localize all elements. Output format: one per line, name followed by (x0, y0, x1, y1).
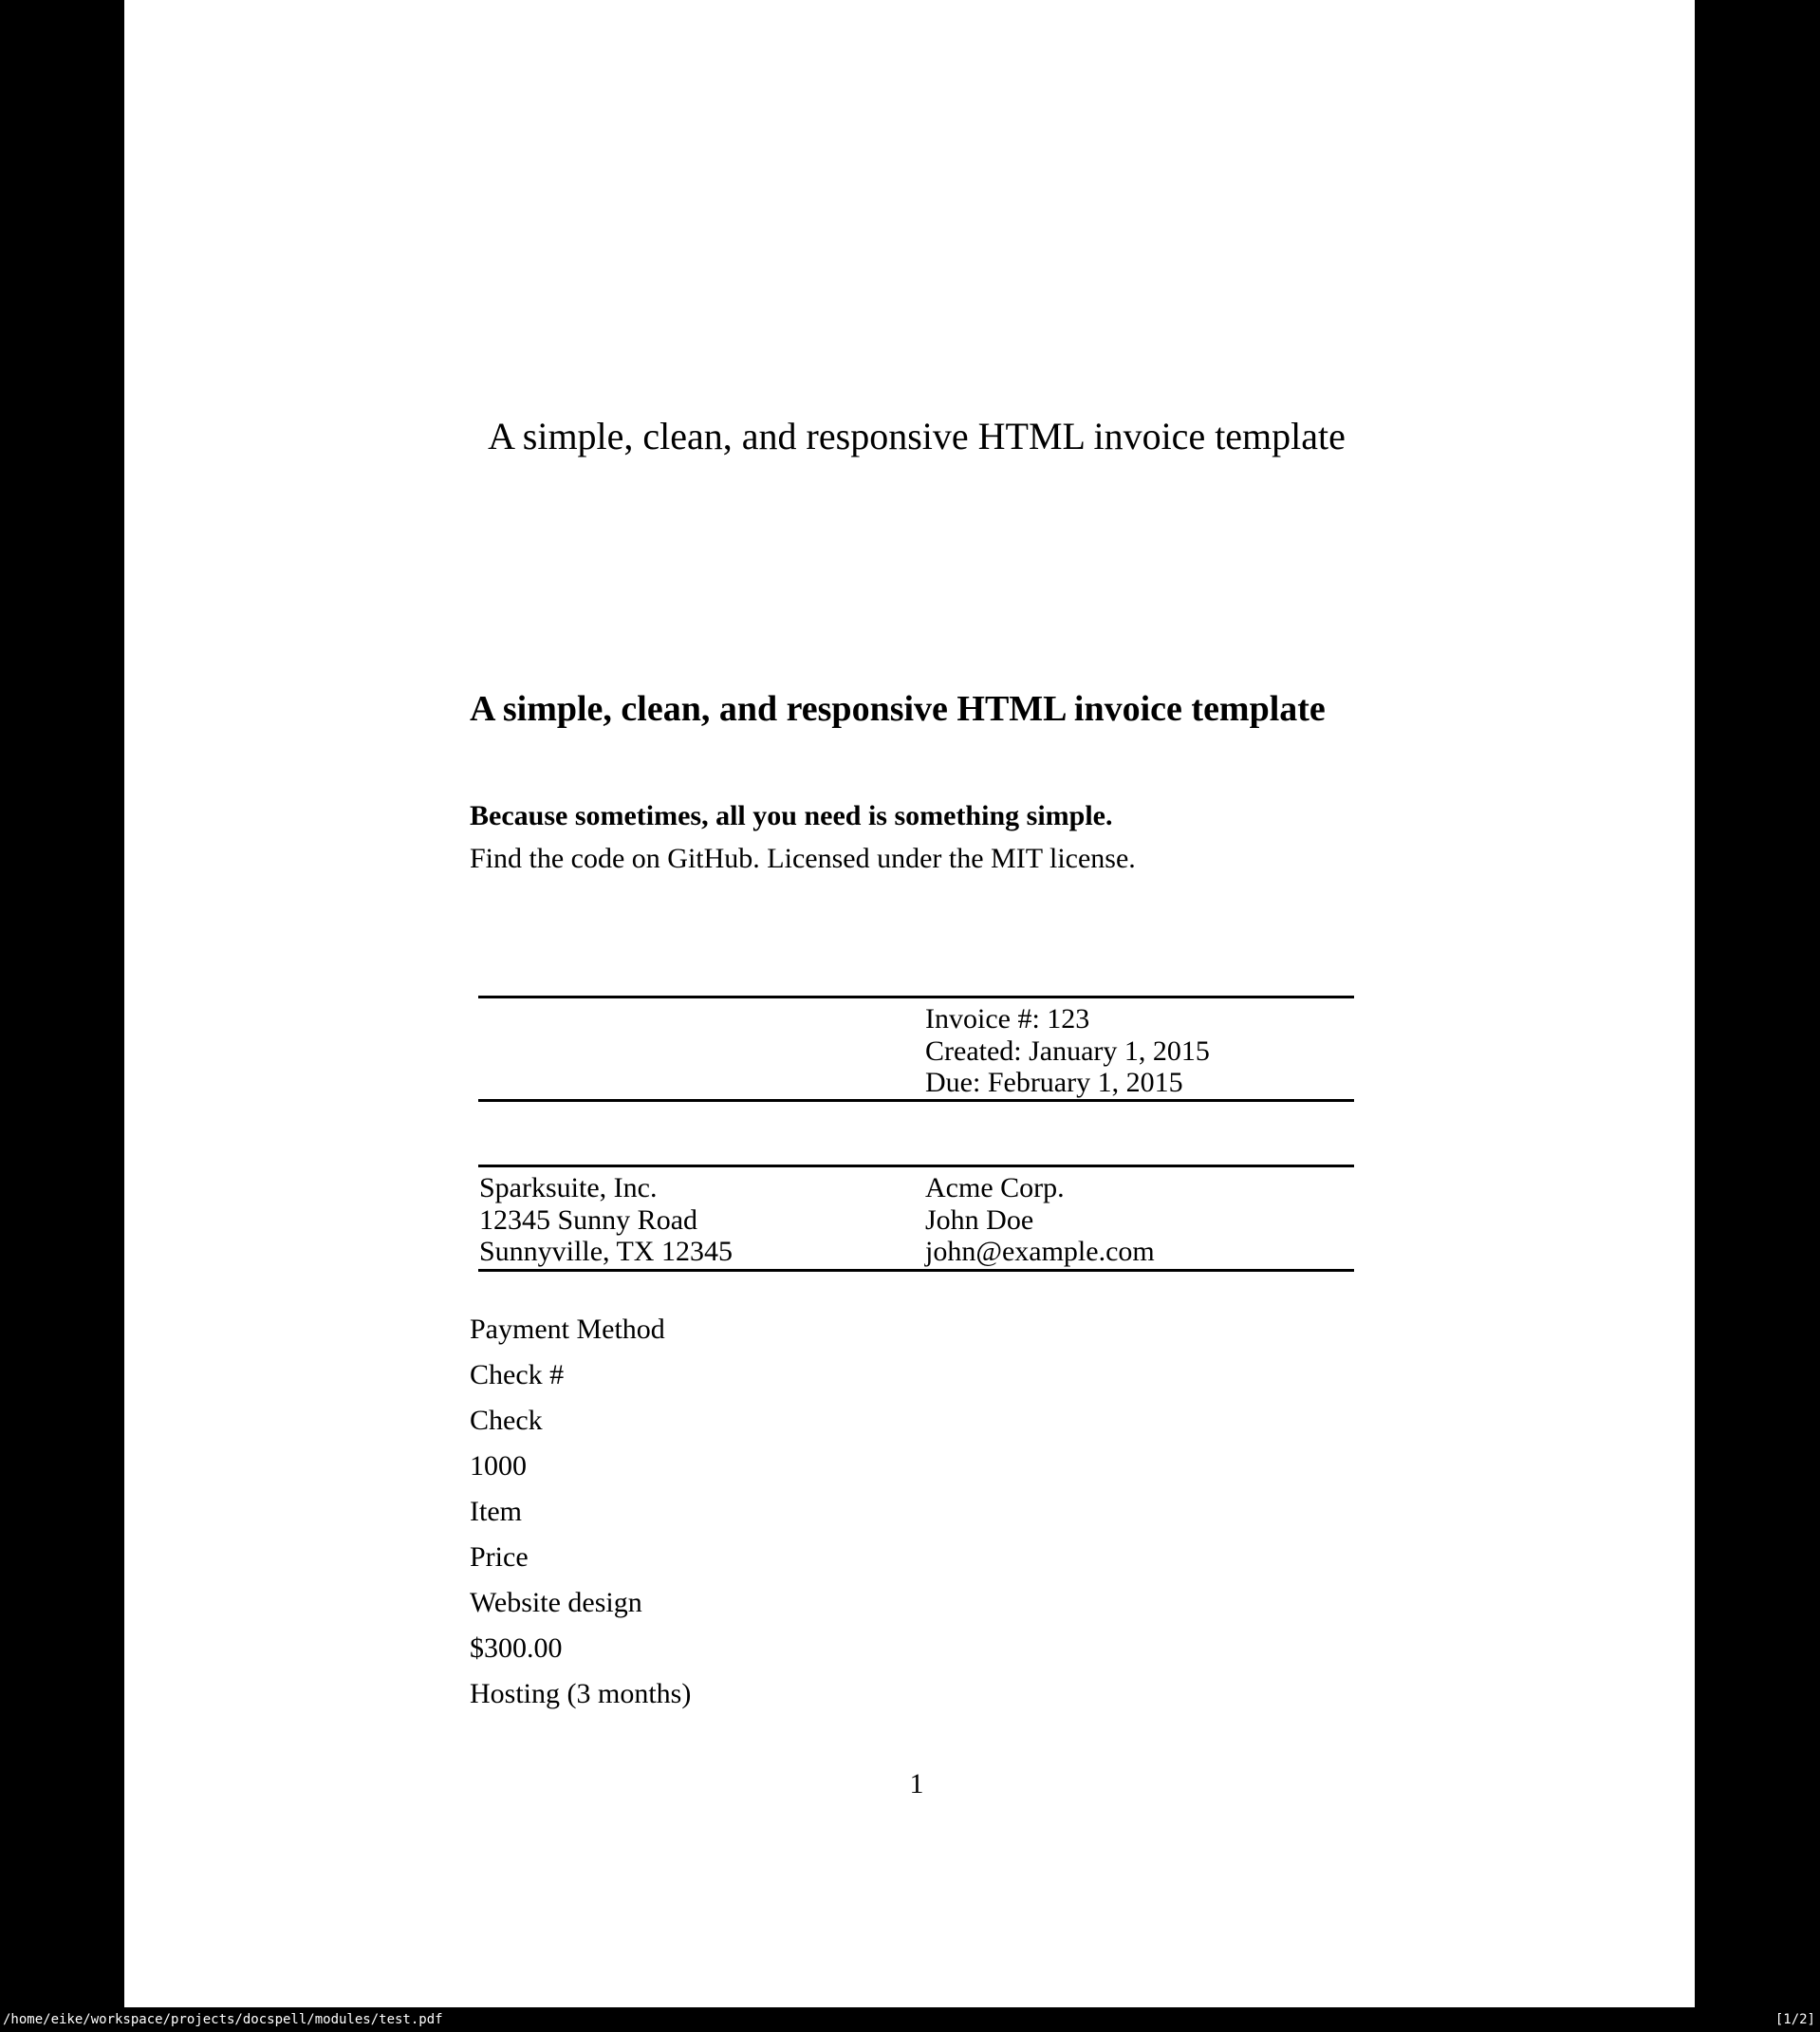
statusbar-page-indicator: [1/2] (1774, 2012, 1815, 2027)
recipient-address-column (925, 1172, 1155, 1268)
recipient-company: Acme Corp. (925, 1172, 1065, 1203)
sender-address-column (479, 1172, 733, 1268)
recipient-email: john@example.com (925, 1236, 1155, 1267)
invoice-number-line: Invoice #: 123 (925, 1003, 1090, 1035)
section-heading: A simple, clean, and responsive HTML invoice template (470, 689, 1326, 729)
invoice-created-line: Created: January 1, 2015 (925, 1035, 1210, 1067)
detail-line-price-label: Price (470, 1541, 529, 1573)
addresses-table (478, 1165, 1354, 1272)
detail-line-website-design-price: $300.00 (470, 1632, 563, 1664)
sender-street: 12345 Sunny Road (479, 1203, 698, 1236)
viewer-statusbar (0, 2007, 1820, 2032)
detail-line-check: Check (470, 1405, 543, 1436)
pdf-page[interactable] (124, 0, 1695, 2007)
detail-line-item-label: Item (470, 1496, 522, 1527)
detail-line-payment-method: Payment Method (470, 1314, 665, 1345)
tagline-text: Because sometimes, all you need is something simple. (470, 800, 1113, 831)
page-number: 1 (909, 1768, 924, 1799)
sender-city: Sunnyville, TX 12345 (479, 1236, 733, 1267)
invoice-detail-list (470, 1307, 1364, 1717)
statusbar-file-path: /home/eike/workspace/projects/docspell/modules/test.pdf (3, 2012, 443, 2027)
detail-line-hosting: Hosting (3 months) (470, 1678, 692, 1709)
invoice-meta-table (478, 996, 1354, 1102)
detail-line-check-value: 1000 (470, 1450, 527, 1482)
invoice-meta-column (925, 1003, 1210, 1099)
document-title: A simple, clean, and responsive HTML invoice template (488, 415, 1346, 457)
detail-line-website-design: Website design (470, 1587, 642, 1618)
sender-company: Sparksuite, Inc. (479, 1172, 658, 1203)
license-text: Find the code on GitHub. Licensed under the MIT license. (470, 843, 1136, 874)
recipient-name: John Doe (925, 1203, 1034, 1236)
invoice-due-line: Due: February 1, 2015 (925, 1067, 1183, 1098)
detail-line-check-number-label: Check # (470, 1359, 565, 1390)
